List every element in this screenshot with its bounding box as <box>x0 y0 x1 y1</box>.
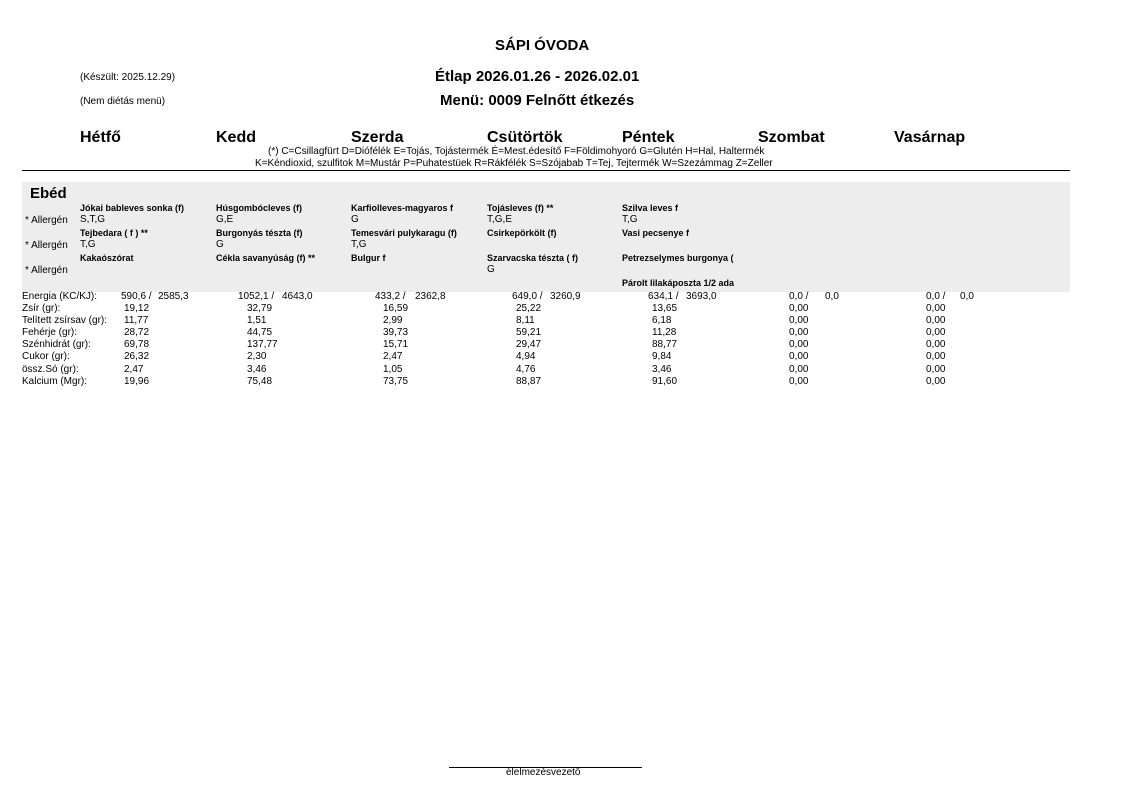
dish-name: Csirkepörkölt (f) <box>487 228 557 238</box>
dish-allergens: T,G <box>622 214 638 225</box>
energy-kc: 0,0 / <box>789 291 809 302</box>
dish-name: Cékla savanyúság (f) ** <box>216 253 316 263</box>
dish-name: Kakaószórat <box>80 253 134 263</box>
dish-allergens: S,T,G <box>80 214 106 225</box>
nutrition-value: 2,99 <box>383 315 403 327</box>
energy-kj: 2362,8 <box>415 291 446 302</box>
dish-name: Jókai bableves sonka (f) <box>80 203 185 213</box>
dish-allergens: T,G,E <box>487 214 513 225</box>
nutrition-value: 0,00 <box>926 303 946 314</box>
energy-kj: 4643,0 <box>282 291 313 302</box>
dish-name: Vasi pecsenye f <box>622 228 690 238</box>
nutrition-label: össz.Só (gr): <box>22 363 79 375</box>
energy-kc: 1052,1 / <box>238 291 275 302</box>
dish-name: Tejbedara ( f ) ** <box>80 228 148 238</box>
energy-kc: 649,0 / <box>512 291 543 302</box>
diet-note: (Nem diétás menü) <box>80 96 166 107</box>
dish-name: Szarvacska tészta ( f) <box>487 253 579 263</box>
section-title-lunch: Ebéd <box>30 185 67 202</box>
dish-allergens: G <box>487 264 495 275</box>
nutrition-value: 0,00 <box>789 315 809 327</box>
nutrition-label-energy: Energia (KC/KJ): <box>22 291 98 302</box>
day-header-wed: Szerda <box>351 129 404 146</box>
nutrition-value: 19,96 <box>124 375 150 387</box>
nutrition-value: 11,77 <box>124 315 149 327</box>
nutrition-value: 91,60 <box>652 375 678 387</box>
nutrition-value: 39,73 <box>383 327 409 339</box>
dish-allergens: G,E <box>216 214 234 225</box>
energy-kj: 3260,9 <box>550 291 581 302</box>
nutrition-value: 28,72 <box>124 327 150 339</box>
nutrition-value: 88,77 <box>652 339 678 351</box>
signature-label: élelmezésvezető <box>506 767 581 778</box>
nutrition-value: 1,51 <box>247 315 267 327</box>
nutrition-value: 88,87 <box>516 375 542 387</box>
nutrition-value: 44,75 <box>247 327 273 339</box>
header-divider <box>22 170 1070 171</box>
nutrition-value: 4,76 <box>516 363 536 375</box>
nutrition-label: Szénhidrát (gr): <box>22 339 91 351</box>
energy-kj: 0,0 <box>960 291 974 302</box>
allergen-label: * Allergén <box>25 215 68 226</box>
dish-name: Tojásleves (f) ** <box>487 203 554 213</box>
dish-name: Szilva leves f <box>622 203 679 213</box>
nutrition-value: 0,00 <box>926 327 946 339</box>
nutrition-value: 0,00 <box>789 351 809 363</box>
dish-allergens: T,G <box>80 239 96 250</box>
day-header-sun: Vasárnap <box>894 129 966 146</box>
allergen-label: * Allergén <box>25 265 68 276</box>
day-header-sat: Szombat <box>758 129 825 146</box>
nutrition-value: 29,47 <box>516 339 542 351</box>
energy-kc: 634,1 / <box>648 291 679 302</box>
nutrition-label: Kalcium (Mgr): <box>22 375 88 387</box>
nutrition-value: 11,28 <box>652 327 677 339</box>
energy-kj: 0,0 <box>825 291 839 302</box>
nutrition-value: 0,00 <box>789 303 809 314</box>
dish-name: Burgonyás tészta (f) <box>216 228 303 238</box>
nutrition-value: 73,75 <box>383 375 409 387</box>
nutrition-value: 8,11 <box>516 315 535 327</box>
nutrition-value: 0,00 <box>926 351 946 363</box>
allergen-legend-line-2: K=Kéndioxid, szulfitok M=Mustár P=Puhatestüek R=Rákfélék S=Szójabab T=Tej, Tejtermék W=Szezámmag Z=Zeller <box>255 158 773 169</box>
day-header-tue: Kedd <box>216 129 256 146</box>
nutrition-value: 13,65 <box>652 303 678 314</box>
nutrition-value: 2,30 <box>247 351 267 363</box>
nutrition-value: 0,00 <box>926 315 946 327</box>
nutrition-label: Fehérje (gr): <box>22 327 78 339</box>
dish-name: Petrezselymes burgonya ( <box>622 253 734 263</box>
nutrition-value: 19,12 <box>124 303 150 314</box>
nutrition-value: 6,18 <box>652 315 672 327</box>
energy-kc: 433,2 / <box>375 291 406 302</box>
nutrition-value: 0,00 <box>926 375 946 387</box>
nutrition-value: 9,84 <box>652 351 672 363</box>
nutrition-value: 32,79 <box>247 303 273 314</box>
allergen-label: * Allergén <box>25 240 68 251</box>
menu-period: Étlap 2026.01.26 - 2026.02.01 <box>435 68 640 85</box>
dish-name: Húsgombócleves (f) <box>216 203 303 213</box>
nutrition-value: 16,59 <box>383 303 409 314</box>
nutrition-value: 137,77 <box>247 339 278 351</box>
created-date: (Készült: 2025.12.29) <box>80 72 176 83</box>
nutrition-value: 2,47 <box>124 363 144 375</box>
nutrition-label: Telített zsírsav (gr): <box>22 315 108 327</box>
dish-name: Párolt lilakáposzta 1/2 ada <box>622 278 735 288</box>
dish-allergens: T,G <box>351 239 367 250</box>
energy-kj: 2585,3 <box>158 291 189 302</box>
nutrition-value: 3,46 <box>247 363 267 375</box>
nutrition-value: 0,00 <box>789 339 809 351</box>
nutrition-value: 2,47 <box>383 351 403 363</box>
nutrition-value: 15,71 <box>383 339 409 351</box>
day-header-mon: Hétfő <box>80 129 121 146</box>
nutrition-value: 3,46 <box>652 363 672 375</box>
nutrition-value: 75,48 <box>247 375 273 387</box>
energy-kc: 590,6 / <box>121 291 152 302</box>
nutrition-value: 59,21 <box>516 327 542 339</box>
nutrition-value: 1,05 <box>383 363 403 375</box>
energy-kc: 0,0 / <box>926 291 946 302</box>
nutrition-value: 69,78 <box>124 339 150 351</box>
nutrition-value: 0,00 <box>789 363 809 375</box>
dish-name: Bulgur f <box>351 253 386 263</box>
nutrition-value: 26,32 <box>124 351 150 363</box>
nutrition-label: Zsír (gr): <box>22 303 61 314</box>
nutrition-value: 0,00 <box>926 339 946 351</box>
day-header-thu: Csütörtök <box>487 129 563 146</box>
menu-name: Menü: 0009 Felnőtt étkezés <box>440 92 635 109</box>
day-header-fri: Péntek <box>622 129 675 146</box>
dish-allergens: G <box>351 214 359 225</box>
dish-name: Karfiolleves-magyaros f <box>351 203 454 213</box>
nutrition-value: 0,00 <box>789 327 809 339</box>
dish-name: Temesvári pulykaragu (f) <box>351 228 457 238</box>
allergen-legend-line-1: (*) C=Csillagfürt D=Diófélék E=Tojás, Tojástermék É=Mest.édesítő F=Földimohyoró G=Glutén H=Hal, Haltermék <box>268 146 765 157</box>
dish-allergens: G <box>216 239 224 250</box>
document-title: SÁPI ÓVODA <box>495 37 590 54</box>
energy-kj: 3693,0 <box>686 291 717 302</box>
nutrition-value: 0,00 <box>926 363 946 375</box>
nutrition-value: 25,22 <box>516 303 542 314</box>
nutrition-value: 4,94 <box>516 351 536 363</box>
nutrition-value: 0,00 <box>789 375 809 387</box>
nutrition-label: Cukor (gr): <box>22 351 70 363</box>
